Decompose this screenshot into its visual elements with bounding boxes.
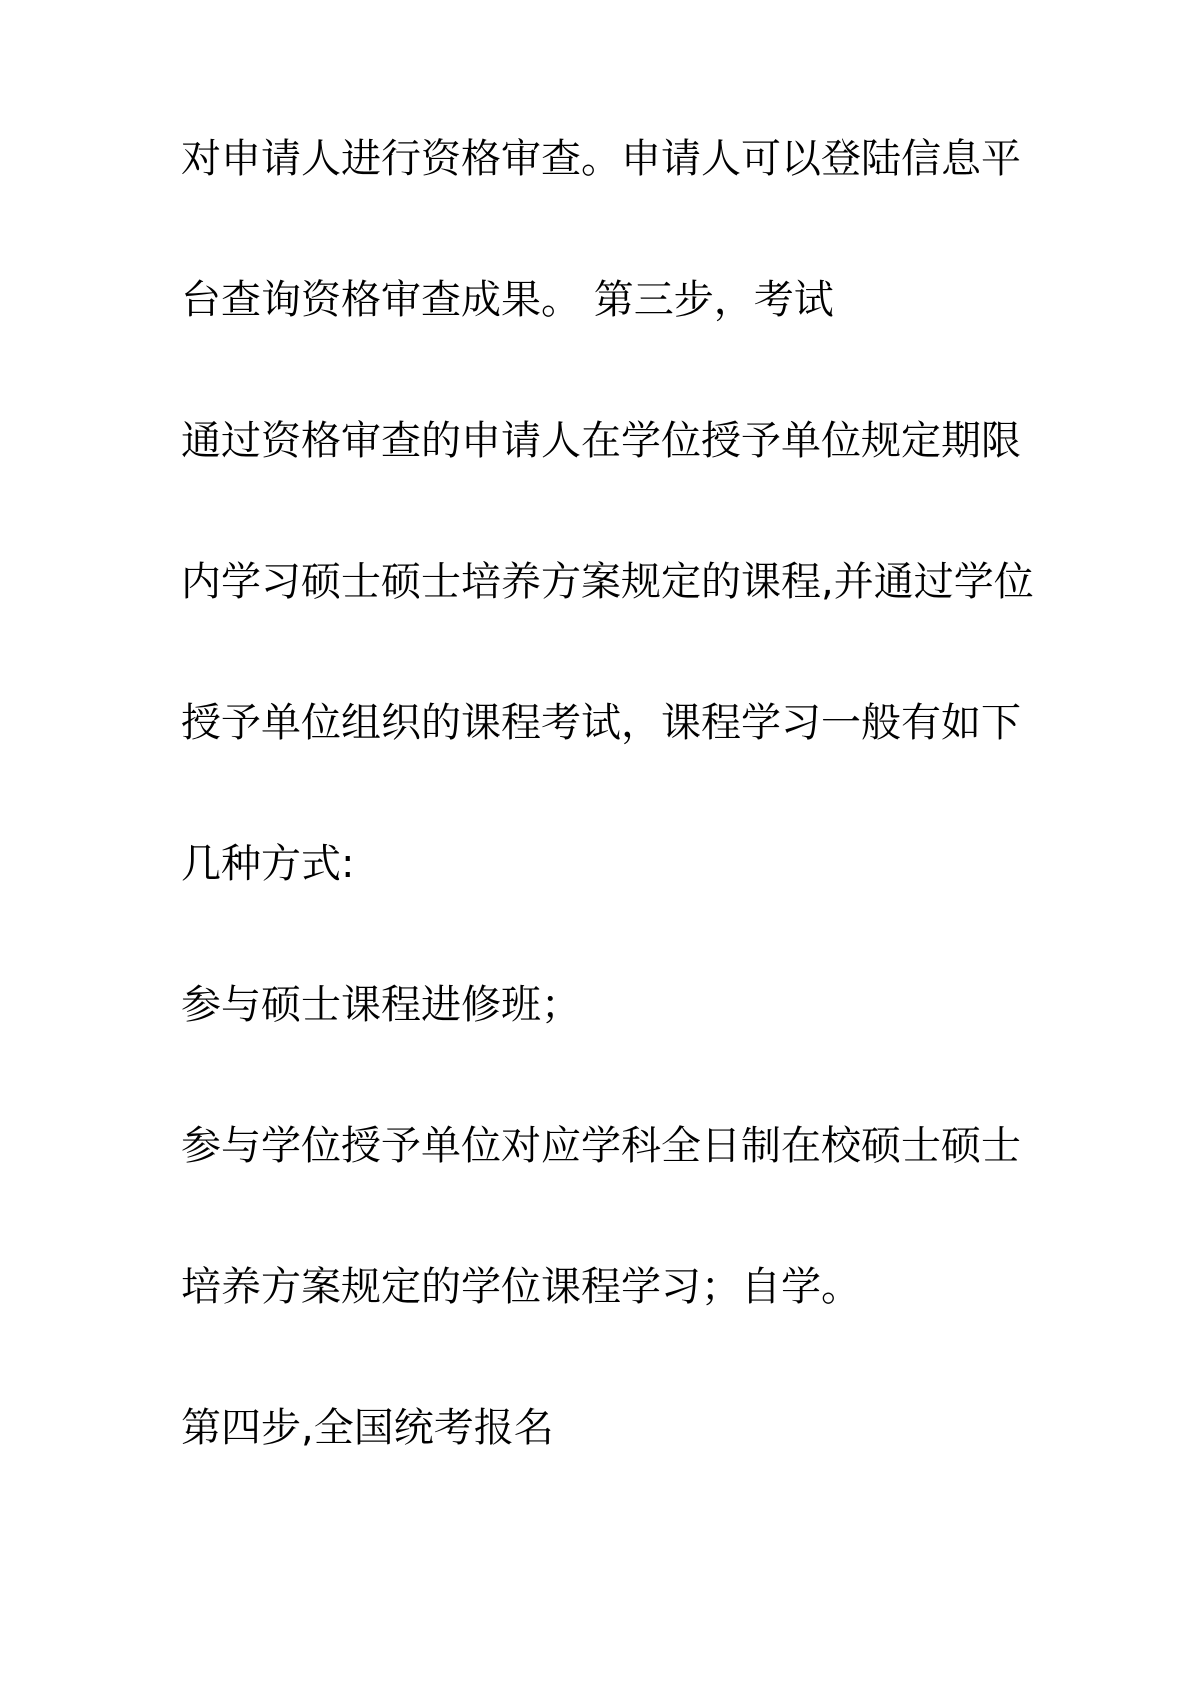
text-line: 授予单位组织的课程考试，课程学习一般有如下	[181, 700, 1021, 746]
list-item: 参与学位授予单位对应学科全日制在校硕士硕士	[181, 1123, 1021, 1169]
text-line: 台查询资格审查成果。 第三步，考试	[181, 277, 834, 323]
text-line: 内学习硕士硕士培养方案规定的课程,并通过学位	[181, 559, 1034, 605]
text-line: 对申请人进行资格审查。申请人可以登陆信息平	[181, 136, 1021, 182]
text-line: 通过资格审查的申请人在学位授予单位规定期限	[181, 418, 1021, 464]
section-heading: 第四步,全国统考报名	[181, 1405, 554, 1451]
list-item: 参与硕士课程进修班；	[181, 982, 581, 1028]
text-line: 几种方式:	[181, 841, 355, 887]
list-item: 培养方案规定的学位课程学习；自学。	[181, 1264, 861, 1310]
